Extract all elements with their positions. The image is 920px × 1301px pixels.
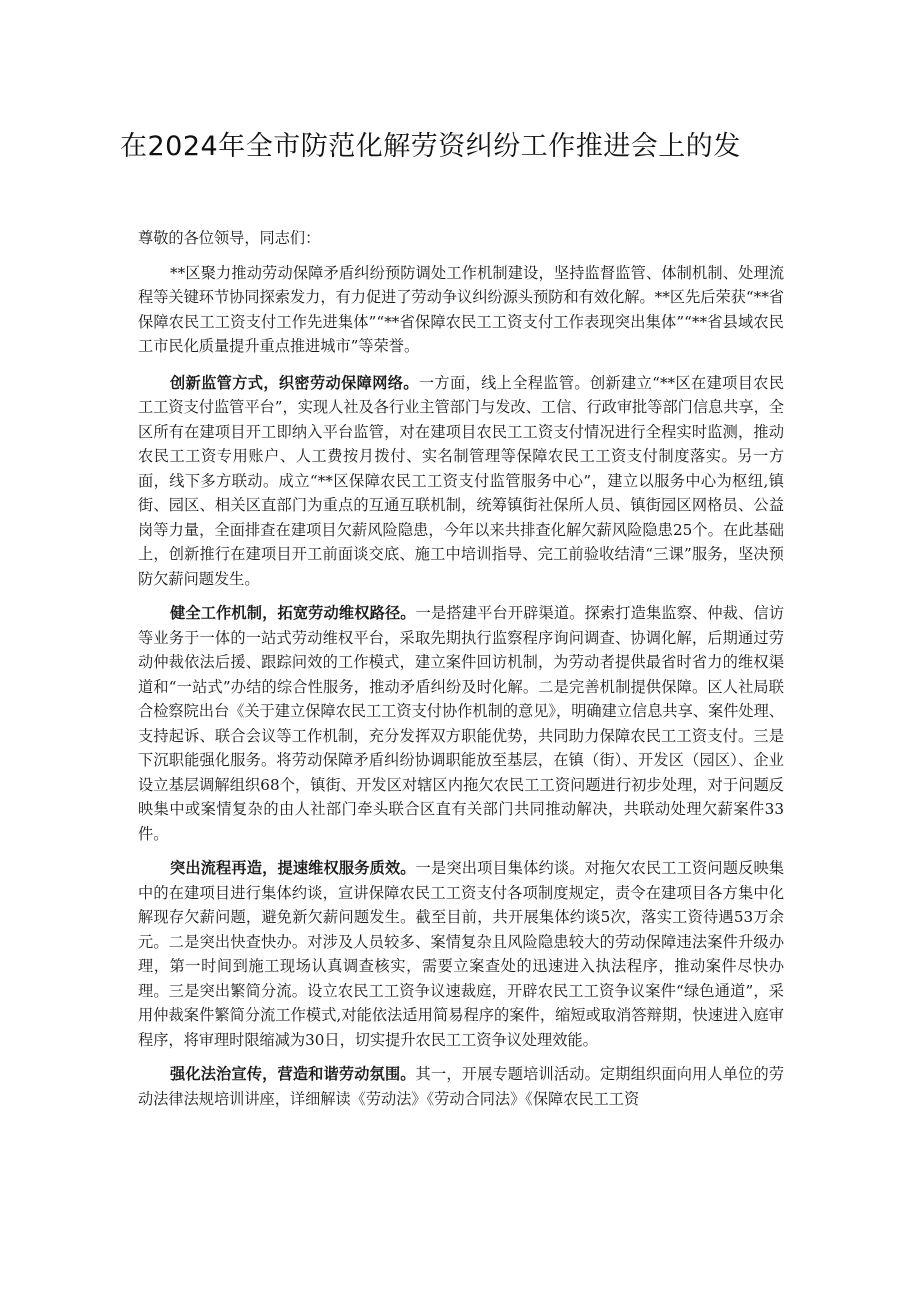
section-paragraph-2 (138, 601, 784, 846)
section-paragraph-1 (138, 371, 784, 592)
section-heading-3: 突出流程再造，提速维权服务质效。 (170, 859, 416, 877)
document-body (138, 226, 784, 1121)
document-title: 在2024年全市防范化解劳资纠纷工作推进会上的发 (120, 131, 741, 162)
section-heading-1: 创新监管方式，织密劳动保障网络。 (170, 373, 419, 392)
salutation: 尊敬的各位领导，同志们： (138, 229, 321, 247)
intro-paragraph: **区聚力推动劳动保障矛盾纠纷预防调处工作机制建设，坚持监督监管、体制机制、处理流程等关键环节协同探索发力，有力促进了劳动争议纠纷源头预防和有效化解。**区先后荣获“**省保障农民工工资支付工作先进集体”“**省保障农民工工资支付工作表现突出集体”“**省县域农民工市民化质量提升重点推进城市”等荣誉。 (138, 263, 784, 355)
section-paragraph-4 (138, 1062, 784, 1111)
section-text-2: 一是搭建平台开辟渠道。探索打造集监察、仲裁、信访等业务于一体的一站式劳动维权平台，采取先期执行监察程序询问调查、协调化解，后期通过劳动仲裁依法后援、跟踪问效的工作模式，建立案件回访机制，为劳动者提供最省时省力的维权渠道和“一站式”办结的综合性服务，推动矛盾纠纷及时化解。二是完善机制提供保障。区人社局联合检察院出台《关于建立保障农民工工资支付协作机制的意见》，明确建立信息共享、案件处理、支持起诉、联合会议等工作机制，充分发挥双方职能优势，共同助力保障农民工工资支付。三是下沉职能强化服务。将劳动保障矛盾纠纷协调职能放至基层，在镇（街）、开发区（园区）、企业设立基层调解组织68个，镇街、开发区对辖区内拖欠农民工工资问题进行初步处理，对于问题反映集中或案情复杂的由人社部门牵头联合区直有关部门共同推动解决，共联动处理欠薪案件33件。 (138, 604, 785, 843)
section-heading-2: 健全工作机制，拓宽劳动维权路径。 (170, 604, 416, 622)
section-heading-4: 强化法治宣传，营造和谐劳动氛围。 (170, 1065, 416, 1083)
section-text-4: 其一，开展专题培训活动。定期组织面向用人单位的劳动法律法规培训讲座，详细解读《劳动法》《劳动合同法》《保障农民工工资 (138, 1065, 785, 1108)
section-text-3: 一是突出项目集体约谈。对拖欠农民工工资问题反映集中的在建项目进行集体约谈，宣讲保障农民工工资支付各项制度规定，责令在建项目各方集中化解现存欠薪问题，避免新欠薪问题发生。截至目前，共开展集体约谈5次，落实工资待遇53万余元。二是突出快查快办。对涉及人员较多、案情复杂且风险隐患较大的劳动保障违法案件升级办理，第一时间到施工现场认真调查核实，需要立案查处的迅速进入执法程序，推动案件尽快办理。三是突出繁简分流。设立农民工工资争议速裁庭，开辟农民工工资争议案件“绿色通道”，采用仲裁案件繁简分流工作模式,对能依法适用简易程序的案件，缩短或取消答辩期，快速进入庭审程序，将审理时限缩减为30日，切实提升农民工工资争议处理效能。 (138, 859, 785, 1049)
section-text-1: 一方面，线上全程监管。创新建立“**区在建项目农民工工资支付监管平台”，实现人社及各行业主管部门与发改、工信、行政审批等部门信息共享，全区所有在建项目开工即纳入平台监管，对在建项目农民工工资支付情况进行全程实时监测，推动农民工工资专用账户、人工费按月拨付、实名制管理等保障农民工工资支付制度落实。另一方面，线下多方联动。成立“**区保障农民工工资支付监管服务中心”，建立以服务中心为枢纽,镇街、园区、相关区直部门为重点的互通互联机制，统筹镇街社保所人员、镇街园区网格员、公益岗等力量，全面排查在建项目欠薪风险隐患，今年以来共排查化解欠薪风险隐患25个。在此基础上，创新推行在建项目开工前面谈交底、施工中培训指导、完工前验收结清“三课”服务，坚决预防欠薪问题发生。 (138, 373, 785, 588)
section-paragraph-3 (138, 856, 784, 1052)
